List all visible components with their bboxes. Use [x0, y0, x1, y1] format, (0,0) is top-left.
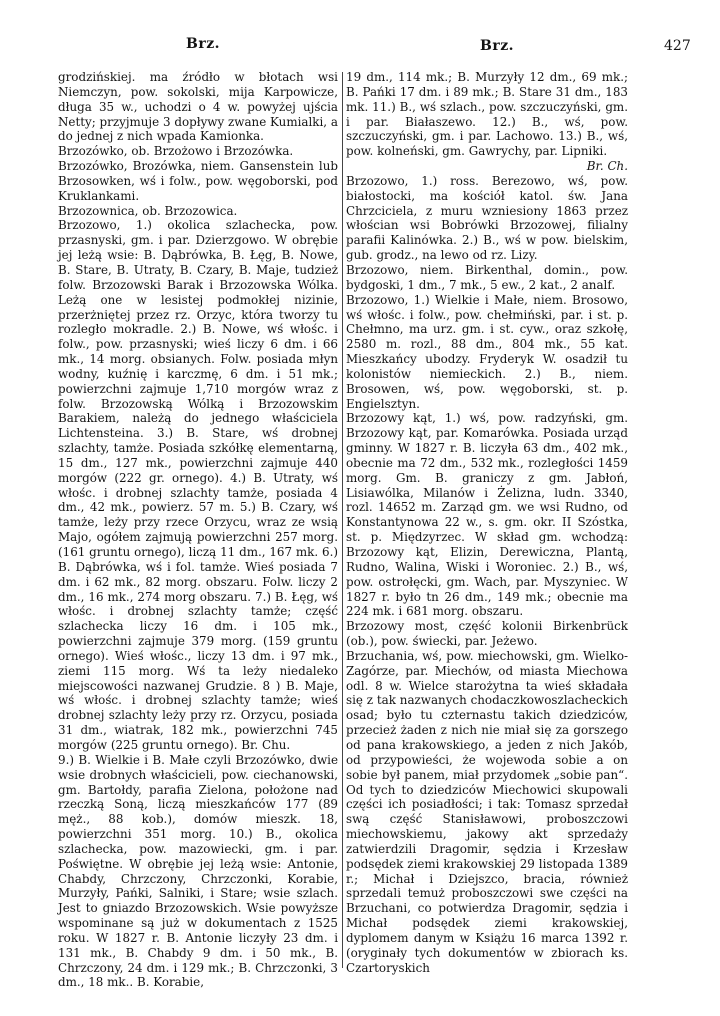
entry-paragraph: grodzińskiej. ma źródło w błotach wsi Niemczyn, pow. sokolski, mija Karpowicze, długa 35 w., uchodzi o 4 w. powyżej ujścia Netty; przyjmuje 3 dopływy zwane Kumialki, a do jednej z nich wpada Kamionka.: [58, 70, 338, 144]
entry-paragraph: Brzozowy most, część kolonii Birkenbrück (ob.), pow. świecki, par. Jeżewo.: [346, 619, 628, 649]
right-column: [346, 70, 628, 975]
author-signature: Br. Ch.: [586, 159, 628, 174]
entry-paragraph: Brzozowo, 1.) Wielkie i Małe, niem. Brosowo, wś włośc. i folw., pow. chełmiński, par. i st. p. Chełmno, ma urz. gm. i st. cyw., oraz szkołę, 2580 m. rozl., 88 dm., 804 mk., 55 kat. Mieszkańcy ubodzy. Fryderyk W. osadził tu kolonistów niemieckich. 2.) B., niem. Brosowen, wś, pow. węgoborski, st. p. Engielsztyn.: [346, 292, 628, 411]
entry-paragraph: Brzozowo, 1.) okolica szlachecka, pow. przasnyski, gm. i par. Dzierzgowo. W obrębie jej leżą wsie: B. Dąbrówka, B. Łęg, B. Nowe, B. Stare, B. Utraty, B. Czary, B. Maje, tudzież folw. Brzozowski Barak i Brzozowska Wólka. Leżą one w lesistej podmokłej nizinie, przerżniętej przez rz. Orzyc, która tworzy tu rozległo mokradle. 2.) B. Nowe, wś włośc. i folw., pow. przasnyski; wieś liczy 6 dm. i 66 mk., 14 morg. obsianych. Folw. posiada młyn wodny, kuźnię i karczmę, 6 dm. i 51 mk.; powierzchni zajmuje 1,710 morgów wraz z folw. Brzozowską Wólką i Brzozowskim Barakiem, należą do jednego właściciela Lichtensteina. 3.) B. Stare, wś drobnej szlachty, tamże. Posiada szkółkę elementarną, 15 dm., 127 mk., powierzchni zajmuje 440 morgów (222 gr. ornego). 4.) B. Utraty, wś włośc. i drobnej szlachty tamże, posiada 4 dm., 42 mk., powierz. 57 m. 5.) B. Czary, wś tamże, leży przy rzece Orzycu, wraz ze wsią Majo, ogółem zajmują powierzchni 257 morg. (161 gruntu ornego), liczą 11 dm., 167 mk. 6.) B. Dąbrówka, wś i fol. tamże. Wieś posiada 7 dm. i 62 mk., 82 morg. obszaru. Folw. liczy 2 dm., 16 mk., 274 morg obszaru. 7.) B. Łęg, wś włośc. i drobnej szlachty tamże; część szlachecka liczy 16 dm. i 105 mk., powierzchni zajmuje 379 morg. (159 gruntu ornego). Wieś włośc., liczy 13 dm. i 97 mk., ziemi 115 morg. Wś ta leży niedaleko miejscowości nazwanej Grudzie. 8 ) B. Maje, wś włośc. i drobnej szlachty tamże; wieś drobnej szlachty leży przy rz. Orzycu, posiada 31 dm., wiatrak, 182 mk., powierzchni 745 morgów (225 gruntu ornego). Br. Chu.: [58, 218, 338, 752]
page-header: [0, 0, 720, 66]
entry-paragraph: Brzozowo, 1.) ross. Berezowo, wś, pow. białostocki, ma kościół katol. św. Jana Chrzciciela, z muru wzniesiony 1863 przez włościan wsi Bobrówki Brzozowej, filialny parafii Kalinówka. 2.) B., wś w pow. bielskim, gub. grodz., na lewo od rz. Lizy.: [346, 173, 628, 263]
left-column: [58, 70, 338, 990]
entry-paragraph: Brzozownica, ob. Brzozowica.: [58, 203, 238, 218]
entry-paragraph: 19 dm., 114 mk.; B. Murzyły 12 dm., 69 mk.; B. Pańki 17 dm. i 89 mk.; B. Stare 31 dm., 183 mk. 11.) B., wś szlach., pow. szczuczyński, gm. i par. Białaszewo. 12.) B., wś, pow. szczuczyński, gm. i par. Lachowo. 13.) B., wś, pow. kolneński, gm. Gawrychy, par. Lipniki.: [346, 70, 628, 159]
running-head-right: Brz.: [480, 38, 515, 54]
running-head-left: Brz.: [186, 36, 221, 52]
entry-paragraph: 9.) B. Wielkie i B. Małe czyli Brzozówko, dwie wsie drobnych właścicieli, pow. ciechanowski, gm. Bartołdy, parafia Zielona, położone nad rzeczką Soną, liczą mieszkańców 177 (89 męż., 88 kob.), domów mieszk. 18, powierzchni 351 morg. 10.) B., okolica szlachecka, pow. mazowiecki, gm. i par. Poświętne. W obrębie jej leżą wsie: Antonie, Chabdy, Chrzczony, Chrzczonki, Korabie, Murzyły, Pańki, Salniki, i Stare; wsie szlach. Jest to gniazdo Brzozowskich. Wsie powyższe wspominane są już w dokumentach z 1525 roku. W 1827 r. B. Antonie liczyły 23 dm. i 131 mk., B. Chabdy 9 dm. i 50 mk., B. Chrzczony, 24 dm. i 129 mk.; B. Chrzczonki, 3 dm., 18 mk.. B. Korabie,: [58, 752, 338, 990]
entry-paragraph: Brzozówko, ob. Brzożowo i Brzozówka.: [58, 144, 294, 159]
entry-paragraph: Brzozowo, niem. Birkenthal, domin., pow. bydgoski, 1 dm., 7 mk., 5 ew., 2 kat., 2 analf.: [346, 262, 628, 292]
entry-paragraph: Brzozówko, Brozówka, niem. Gansenstein lub Brzosowken, wś i folw., pow. węgoborski, pod Kruklankami.: [58, 159, 338, 203]
entry-paragraph: Brzuchania, wś, pow. miechowski, gm. Wielko-Zagórze, par. Miechów, od miasta Miechowa odl. 8 w. Wielce starożytna ta wieś składała się z tak nazwanych chodaczkowoszlacheckich osad; było tu czternastu takich dziedziców, przecież żaden z nich nie miał się za gorszego od pana krakowskiego, a jeden z nich Jakób, od przypowieści, że wojewoda sobie a on sobie był panem, miał przydomek „sobie pan“. Od tych to dziedziców Miechowici skupowali części ich posiadłości; i tak: Tomasz sprzedał swą część Stanisławowi, proboszczowi miechowskiemu, jakowy akt sprzedaży zatwierdzili Dragomir, sędzia i Krzesław podsędek ziemi krakowskiej 29 listopada 1389 r.; Michał i Dziejszco, bracia, również sprzedali temuż proboszczowi swe części na Brzuchani, co potwierdza Dragomir, sędzia i Michał podsędek ziemi krakowskiej, dyplomem danym w Książu 16 marca 1392 r. (oryginały tych dokumentów w zbiorach ks. Czartoryskich: [346, 648, 628, 975]
column-divider: [342, 72, 343, 968]
entry-paragraph: Brzozowy kąt, 1.) wś, pow. radzyński, gm. Brzozowy kąt, par. Komarówka. Posiada urząd gminny. W 1827 r. B. liczyła 63 dm., 402 mk., obecnie ma 72 dm., 532 mk., rozległości 1459 morg. Gm. B. graniczy z gm. Jabłoń, Lisiawólka, Milanów i Żelizna, ludn. 3340, rozl. 14652 m. Zarząd gm. we wsi Rudno, od Konstantynowa 22 w., s. gm. okr. II Szóstka, st. p. Międzyrzec. W skład gm. wchodzą: Brzozowy kąt, Elizin, Derewiczna, Plantą, Rudno, Walina, Wiski i Woroniec. 2.) B., wś, pow. ostrołęcki, gm. Wach, par. Myszyniec. W 1827 r. było tn 26 dm., 149 mk.; obecnie ma 224 mk. i 681 morg. obszaru.: [346, 411, 628, 619]
page-number: 427: [664, 38, 691, 54]
